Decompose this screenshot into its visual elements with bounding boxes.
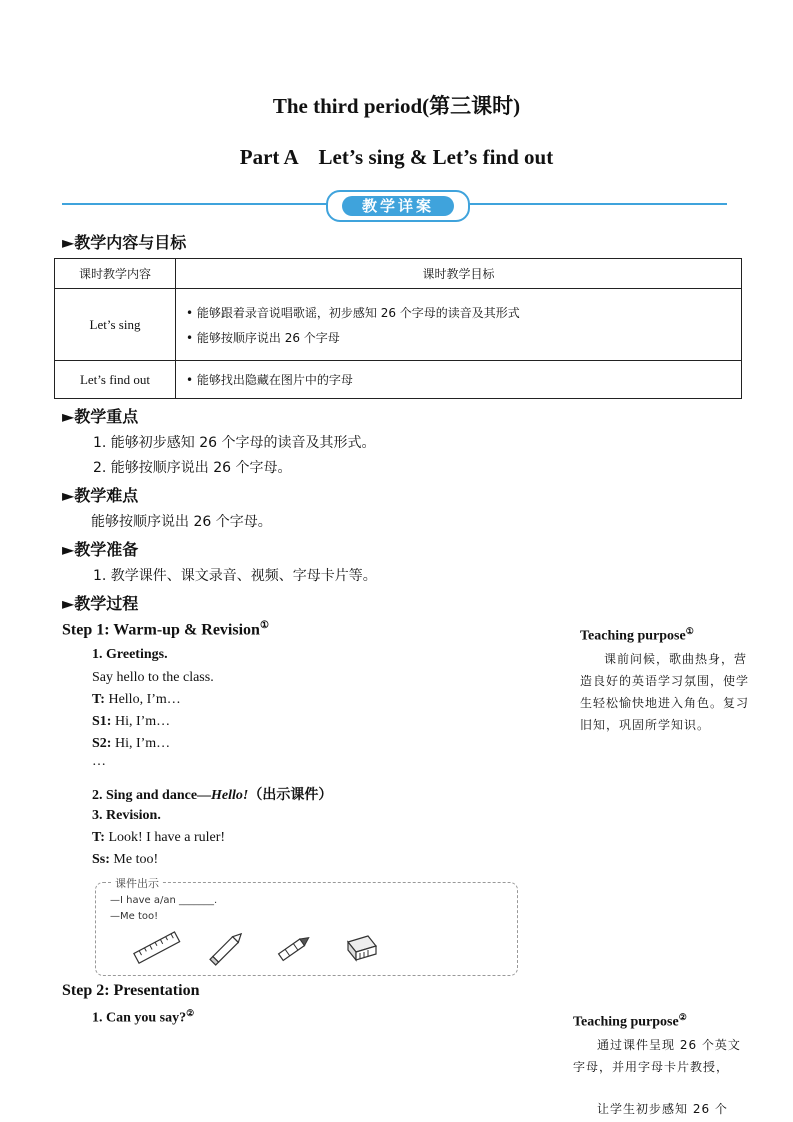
- step1-title: [62, 620, 269, 639]
- dialog-ellipsis: …: [92, 754, 106, 769]
- dialog-line: [92, 852, 158, 868]
- step2-item1: [92, 1008, 194, 1027]
- dialog-line: [92, 692, 181, 708]
- dialog-speaker: Ss:: [92, 852, 110, 867]
- banner-line-left: [62, 203, 327, 205]
- crayon-icon: [272, 930, 316, 966]
- preparation-text: 1. 教学课件、课文录音、视频、字母卡片等。: [93, 568, 377, 584]
- sing-suffix: （出示课件）: [248, 787, 333, 803]
- page-subtitle: Part A Let’s sing & Let’s find out: [239, 145, 554, 169]
- step1-revision: 3. Revision.: [92, 808, 161, 823]
- banner-line-right: [465, 203, 727, 205]
- dialog-line: [92, 714, 170, 730]
- dialog-speaker: T:: [92, 830, 105, 845]
- dialog-line: [92, 736, 170, 752]
- sing-song: Hello!: [211, 788, 249, 803]
- goal-item: • 能够找出隐藏在图片中的字母: [186, 373, 353, 387]
- section-heading-content-goals: ►教学内容与目标: [62, 233, 187, 252]
- dialog-speaker: S1:: [92, 714, 112, 729]
- step1-say-hello: Say hello to the class.: [92, 670, 214, 685]
- section-heading-key-points: ►教学重点: [62, 407, 139, 426]
- purpose1-text: 课前问候，歌曲热身，营造良好的英语学习氛围，使学生轻松愉快地进入角色。复习旧知，巩固所学知识。: [580, 652, 750, 732]
- sing-prefix: 2. Sing and dance—: [92, 788, 212, 803]
- step1-sing: [92, 784, 332, 804]
- purpose2-text-1: 通过课件呈现 26 个英文字母，并用字母卡片教授，: [573, 1038, 741, 1074]
- ruler-icon: [132, 928, 182, 968]
- step2-item1-text: 1. Can you say?: [92, 1010, 187, 1026]
- dialog-text: Hi, I’m…: [111, 736, 171, 751]
- dialog-text: Hello, I’m…: [104, 692, 181, 707]
- purpose1-mark: ①: [685, 626, 694, 636]
- pencil-icon: [205, 928, 249, 968]
- dialog-speaker: S2:: [92, 736, 112, 751]
- goal-item: • 能够按顺序说出 26 个字母: [186, 330, 340, 345]
- page-title: The third period(第三课时): [272, 94, 521, 118]
- difficulty-text: 能够按顺序说出 26 个字母。: [91, 514, 272, 530]
- purpose1-title-text: Teaching purpose: [580, 628, 686, 644]
- step2-mark: ②: [186, 1008, 195, 1018]
- table-header-content: 课时教学内容: [55, 259, 176, 289]
- courseware-line-1: —I have a/an _______.: [110, 895, 218, 906]
- section-heading-process: ►教学过程: [62, 594, 139, 613]
- table-cell-content: Let’s find out: [55, 361, 176, 399]
- step1-greetings: 1. Greetings.: [92, 647, 168, 662]
- eraser-icon: [342, 930, 382, 966]
- table-row: [55, 361, 742, 399]
- purpose1-title: [580, 626, 694, 645]
- goal-item: • 能够跟着录音说唱歌谣，初步感知 26 个字母的读音及其形式: [186, 305, 520, 320]
- key-point-item: 2. 能够按顺序说出 26 个字母。: [93, 460, 292, 476]
- table-cell-goals: [176, 361, 742, 399]
- key-point-item: 1. 能够初步感知 26 个字母的读音及其形式。: [93, 435, 376, 451]
- table-cell-goals: [176, 289, 742, 361]
- dialog-text: Me too!: [109, 852, 159, 867]
- dialog-text: Look! I have a ruler!: [104, 830, 226, 845]
- objectives-table: [54, 258, 742, 399]
- step2-title: Step 2: Presentation: [62, 982, 200, 999]
- purpose2-title-text: Teaching purpose: [573, 1014, 679, 1030]
- section-heading-difficulties: ►教学难点: [62, 486, 139, 505]
- section-banner: [326, 190, 470, 222]
- step1-mark: ①: [259, 620, 269, 631]
- dialog-text: Hi, I’m…: [111, 714, 171, 729]
- purpose2-title: [573, 1012, 687, 1031]
- dialog-speaker: T:: [92, 692, 105, 707]
- table-cell-content: Let’s sing: [55, 289, 176, 361]
- purpose2-mark: ②: [678, 1012, 687, 1022]
- purpose2-text-2: 让学生初步感知 26 个: [597, 1102, 728, 1116]
- table-header-row: [55, 259, 742, 289]
- section-heading-preparation: ►教学准备: [62, 540, 139, 559]
- courseware-line-2: —Me too!: [110, 911, 159, 922]
- dialog-line: [92, 830, 225, 846]
- step1-title-text: Step 1: Warm-up & Revision: [62, 621, 260, 639]
- table-row: [55, 289, 742, 361]
- table-header-goals: 课时教学目标: [176, 259, 742, 289]
- courseware-label: 课件出示: [112, 875, 162, 891]
- banner-text: 教学详案: [342, 196, 454, 216]
